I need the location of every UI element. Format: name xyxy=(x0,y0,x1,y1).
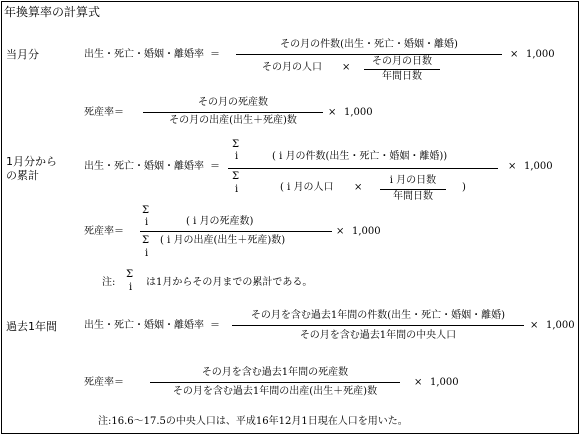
past-year-rate-fraction-bar xyxy=(232,325,524,326)
cumulative-rate-numerator: ( i 月の件数(出生・死亡・婚姻・離婚)) xyxy=(272,151,448,162)
cumulative-rate-times: × xyxy=(508,161,517,172)
past-year-rate-multiplier: 1,000 xyxy=(546,320,575,331)
cumulative-death-sigma-num: Σ xyxy=(142,205,150,216)
past-year-death-multiplier: 1,000 xyxy=(430,377,459,388)
cumulative-death-label: 死産率＝ xyxy=(84,226,124,237)
monthly-rate-sub-fraction-bar xyxy=(364,69,440,70)
cumulative-rate-denominator-population: ( i 月の人口 xyxy=(280,182,334,193)
cumulative-rate-multiplier: 1,000 xyxy=(524,161,553,172)
cumulative-death-denominator: ( i 月の出産(出生＋死産)数) xyxy=(160,235,286,246)
monthly-rate-denominator-times: × xyxy=(342,62,351,73)
monthly-rate-multiplier: 1,000 xyxy=(526,49,555,60)
past-year-death-times: × xyxy=(414,377,423,388)
cumulative-death-fraction-bar xyxy=(140,231,332,232)
section-cumulative-line1: 1月分から xyxy=(6,155,57,168)
cumulative-death-times: × xyxy=(336,226,345,237)
monthly-death-multiplier: 1,000 xyxy=(344,107,373,118)
cumulative-rate-sigma-num-index: i xyxy=(235,151,239,162)
sigma-note-sigma: Σ xyxy=(126,269,134,280)
cumulative-rate-label: 出生・死亡・婚姻・離婚率 xyxy=(84,161,204,172)
past-year-rate-times: × xyxy=(530,320,539,331)
past-year-death-fraction-bar xyxy=(150,382,400,383)
section-past-year: 過去1年間 xyxy=(6,320,57,333)
cumulative-death-multiplier: 1,000 xyxy=(352,226,381,237)
monthly-death-numerator: その月の死産数 xyxy=(198,97,268,108)
past-year-rate-label: 出生・死亡・婚姻・離婚率 xyxy=(84,320,204,331)
section-cumulative-line2: の累計 xyxy=(6,169,39,182)
monthly-death-label: 死産率＝ xyxy=(84,107,124,118)
cumulative-rate-denominator-close: ) xyxy=(462,182,466,193)
monthly-rate-label: 出生・死亡・婚姻・離婚率 xyxy=(84,49,204,60)
monthly-rate-sub-numerator: その月の日数 xyxy=(372,56,432,67)
sigma-note-label: 注: xyxy=(102,277,116,288)
cumulative-rate-sub-numerator: i 月の日数 xyxy=(389,175,437,186)
monthly-death-fraction-bar xyxy=(143,112,323,113)
cumulative-rate-sub-denominator: 年間日数 xyxy=(393,191,433,202)
cumulative-rate-equals: ＝ xyxy=(210,161,220,172)
monthly-death-times: × xyxy=(328,107,337,118)
cumulative-death-sigma-den-index: i xyxy=(145,248,149,259)
cumulative-rate-sigma-den-index: i xyxy=(235,184,239,195)
monthly-rate-numerator: その月の件数(出生・死亡・婚姻・離婚) xyxy=(280,39,458,50)
page-title: 年換算率の計算式 xyxy=(4,5,101,19)
cumulative-rate-sigma-den: Σ xyxy=(232,171,240,182)
monthly-rate-times: × xyxy=(510,49,519,60)
cumulative-rate-sub-fraction-bar xyxy=(380,189,446,190)
cumulative-death-numerator: ( i 月の死産数) xyxy=(186,216,254,227)
section-monthly: 当月分 xyxy=(6,48,39,61)
monthly-rate-equals: ＝ xyxy=(210,49,220,60)
cumulative-rate-fraction-bar xyxy=(228,168,498,169)
past-year-death-label: 死産率＝ xyxy=(84,377,124,388)
sigma-note-text: は1月からその月までの累計である。 xyxy=(146,277,313,288)
cumulative-rate-sigma-num: Σ xyxy=(232,139,240,150)
past-year-rate-equals: ＝ xyxy=(210,320,220,331)
past-year-death-numerator: その月を含む過去1年間の死産数 xyxy=(201,367,349,378)
past-year-rate-denominator: その月を含む過去1年間の中央人口 xyxy=(299,330,457,341)
monthly-rate-fraction-bar xyxy=(236,54,502,55)
monthly-death-denominator: その月の出産(出生＋死産)数 xyxy=(169,115,297,126)
past-year-rate-numerator: その月を含む過去1年間の件数(出生・死亡・婚姻・離婚) xyxy=(250,310,506,321)
cumulative-death-sigma-den: Σ xyxy=(142,235,150,246)
past-year-death-denominator: その月を含む過去1年間の出産(出生＋死産)数 xyxy=(172,386,378,397)
cumulative-death-sigma-num-index: i xyxy=(145,217,149,228)
monthly-rate-denominator-population: その月の人口 xyxy=(262,62,322,73)
sigma-note-index: i xyxy=(129,282,133,293)
footer-note: 注:16.6～17.5の中央人口は、平成16年12月1日現在人口を用いた。 xyxy=(98,416,408,427)
cumulative-rate-denominator-times: × xyxy=(354,182,363,193)
monthly-rate-sub-denominator: 年間日数 xyxy=(382,71,422,82)
